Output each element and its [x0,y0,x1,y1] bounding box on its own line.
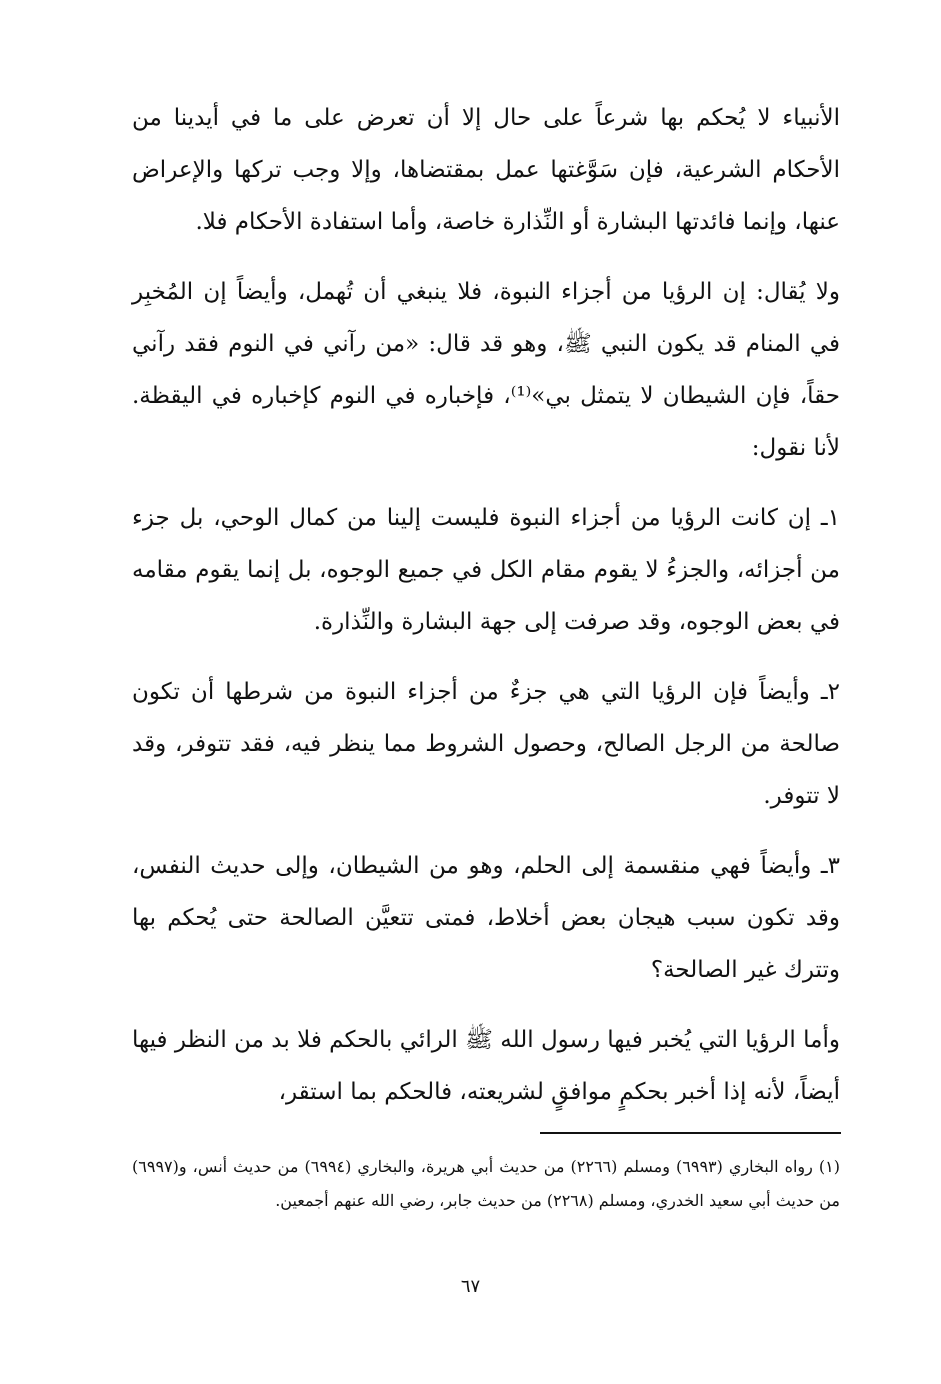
footnote-1: (١) رواه البخاري (٦٩٩٣) ومسلم (٢٢٦٦) من حديث أبي هريرة، والبخاري (٦٩٩٤) من حديث أنس، و(٦٩٩٧) من حديث أبي سعيد الخدري، ومسلم (٢٢٦٨) من حديث جابر، رضي الله عنهم أجمعين. [132,1157,840,1210]
paragraph-4: ٢ـ وأيضاً فإن الرؤيا التي هي جزءٌ من أجزاء النبوة من شرطها أن تكون صالحة من الرجل الصالح، وحصول الشروط مما ينظر فيه، فقد تتوفر، وقد لا تتوفر. [132,679,840,809]
footnotes [132,1150,840,1218]
paragraph-3: ١ـ إن كانت الرؤيا من أجزاء النبوة فليست إلينا من كمال الوحي، بل جزء من أجزائه، والجزءُ لا يقوم مقام الكل في جميع الوجوه، بل إنما يقوم مقامه في بعض الوجوه، وقد صرفت إلى جهة البشارة والنِّذارة. [132,505,840,635]
page-number: ٦٧ [460,1276,481,1297]
paragraph-1: الأنبياء لا يُحكم بها شرعاً على حال إلا أن تعرض على ما في أيدينا من الأحكام الشرعية، فإن سَوَّغتها عمل بمقتضاها، وإلا وجب تركها والإعراض عنها، وإنما فائدتها البشارة أو النِّذارة خاصة، وأما استفادة الأحكام فلا. [132,105,840,235]
main-text [132,92,840,1136]
paragraph-6: وأما الرؤيا التي يُخبر فيها رسول الله ﷺ الرائي بالحكم فلا بد من النظر فيها أيضاً، لأنه إذا أخبر بحكمٍ موافقٍ لشريعته، فالحكم بما استقر، [132,1027,840,1105]
footnote-divider [540,1132,841,1134]
paragraph-5: ٣ـ وأيضاً فهي منقسمة إلى الحلم، وهو من الشيطان، وإلى حديث النفس، وقد تكون سبب هيجان بعض أخلاط، فمتى تتعيَّن الصالحة حتى يُحكم بها وتترك غير الصالحة؟ [132,853,840,983]
paragraph-2: ولا يُقال: إن الرؤيا من أجزاء النبوة، فلا ينبغي أن تُهمل، وأيضاً إن المُخبِر في المنام قد يكون النبي ﷺ، وهو قد قال: «من رآني في النوم فقد رآني حقاً، فإن الشيطان لا يتمثل بي»⁽¹⁾، فإخباره في النوم كإخباره في اليقظة. لأنا نقول: [132,279,840,461]
